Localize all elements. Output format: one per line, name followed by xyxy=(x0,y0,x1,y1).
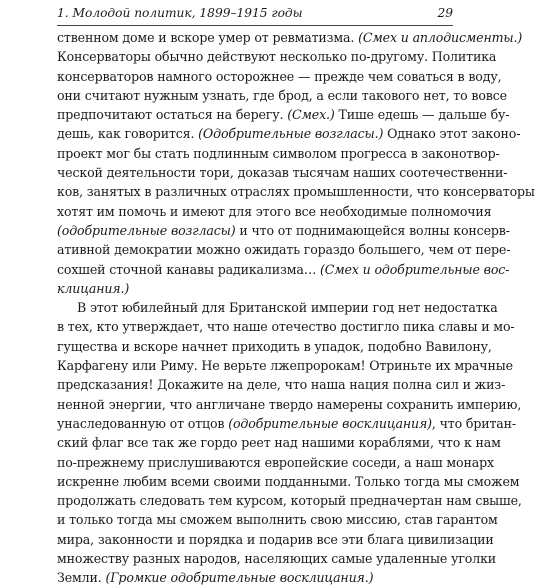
text-run: предсказания! Докажите на деле, что наша нация полна сил и жиз- xyxy=(57,377,506,393)
text-line xyxy=(57,453,494,472)
text-run: дешь, как говорится. xyxy=(57,126,199,142)
italic-remark: (Одобрительные возгласы.) xyxy=(198,126,384,142)
page-number: 29 xyxy=(437,6,453,20)
text-run: по-прежнему прислушиваются европейские соседи, а наш монарх xyxy=(57,454,494,470)
text-line xyxy=(57,221,510,240)
text-line xyxy=(57,568,458,587)
text-line xyxy=(57,144,500,163)
text-run: ческой деятельности тори, доказав тысячам наших соотечественни- xyxy=(57,165,508,181)
text-run: проект мог бы стать подлинным символом прогресса в законотвор- xyxy=(57,145,500,161)
text-run: хотят им помочь и имеют для этого все необходимые полномочия xyxy=(57,203,492,219)
text-line xyxy=(57,298,498,317)
text-line xyxy=(57,549,497,568)
text-line xyxy=(57,240,511,259)
text-run: Однако этот законо- xyxy=(383,126,521,142)
text-run: мира, законности и порядка и подарив все эти блага цивилизации xyxy=(57,531,494,547)
text-run: и только тогда мы сможем выполнить свою миссию, став гарантом xyxy=(57,512,498,528)
text-run: унаследованную от отцов xyxy=(57,415,229,431)
italic-remark: клицания.) xyxy=(57,280,130,296)
text-run: , что британ- xyxy=(431,415,517,431)
text-run: и что от поднимающейся волны консерв- xyxy=(235,222,510,238)
text-run: продолжать следовать тем курсом, который предначертан нам свыше, xyxy=(57,493,522,509)
text-run: в тех, кто утверждает, что наше отечество достигло пика славы и мо- xyxy=(57,319,515,335)
italic-remark: (одобрительные возгласы) xyxy=(57,222,236,238)
text-line xyxy=(57,67,502,86)
text-run: ненной энергии, что англичане твердо намерены сохранить империю, xyxy=(57,396,522,412)
text-line xyxy=(57,260,510,279)
text-line xyxy=(57,182,535,201)
text-run: Консерваторы обычно действуют несколько по-другому. Политика xyxy=(57,49,497,65)
text-line xyxy=(57,433,501,452)
text-line xyxy=(57,414,517,433)
text-run: множеству разных народов, населяющих самые удаленные уголки xyxy=(57,551,497,567)
italic-remark: (Смех.) xyxy=(287,107,335,123)
text-line xyxy=(57,317,515,336)
header-rule xyxy=(57,25,453,26)
text-run: ский флаг все так же гордо реет над нашими кораблями, что к нам xyxy=(57,435,501,451)
text-line xyxy=(57,472,520,491)
text-line xyxy=(57,337,492,356)
italic-remark: (Смех и одобрительные вос- xyxy=(320,261,510,277)
text-run: В этот юбилейный для Британской империи год нет недостатка xyxy=(77,300,498,316)
text-run: сохшей сточной канавы радикализма… xyxy=(57,261,321,277)
body-text xyxy=(57,28,535,588)
text-run: ативной демократии можно ожидать гораздо большего, чем от пере- xyxy=(57,242,511,258)
text-line xyxy=(57,47,497,66)
text-line xyxy=(57,510,498,529)
text-run: Карфагену или Риму. Не верьте лжепророкам! Отриньте их мрачные xyxy=(57,358,513,374)
text-line xyxy=(57,202,492,221)
text-line xyxy=(57,163,508,182)
text-line xyxy=(57,375,506,394)
text-line xyxy=(57,124,521,143)
text-run: гущества и вскоре начнет приходить в упадок, подобно Вавилону, xyxy=(57,338,492,354)
text-run: ственном доме и вскоре умер от ревматизма. xyxy=(57,30,359,45)
text-line xyxy=(57,530,494,549)
italic-remark: (Смех и аплодисменты.) xyxy=(358,30,523,45)
text-run: предпочитают остаться на берегу. xyxy=(57,107,288,123)
text-run: искренне любим всеми своими подданными. Только тогда мы сможем xyxy=(57,473,520,489)
text-line xyxy=(57,395,522,414)
text-run: они считают нужным узнать, где брод, а если такового нет, то вовсе xyxy=(57,87,507,103)
text-run: Тише едешь — дальше бу- xyxy=(334,107,510,123)
running-title: 1. Молодой политик, 1899–1915 годы xyxy=(57,6,303,20)
text-line xyxy=(57,279,458,298)
text-run: Земли. xyxy=(57,570,106,586)
text-line xyxy=(57,28,523,47)
text-line xyxy=(57,86,507,105)
italic-remark: (Громкие одобрительные восклицания.) xyxy=(105,570,374,586)
italic-remark: (одобрительные восклицания) xyxy=(228,415,432,431)
text-run: ков, занятых в различных отраслях промышленности, что консерваторы xyxy=(57,184,535,200)
text-line xyxy=(57,105,510,124)
text-run: консерваторов намного осторожнее — прежде чем соваться в воду, xyxy=(57,68,502,84)
running-header xyxy=(57,3,453,23)
text-line xyxy=(57,491,522,510)
text-line xyxy=(57,356,513,375)
